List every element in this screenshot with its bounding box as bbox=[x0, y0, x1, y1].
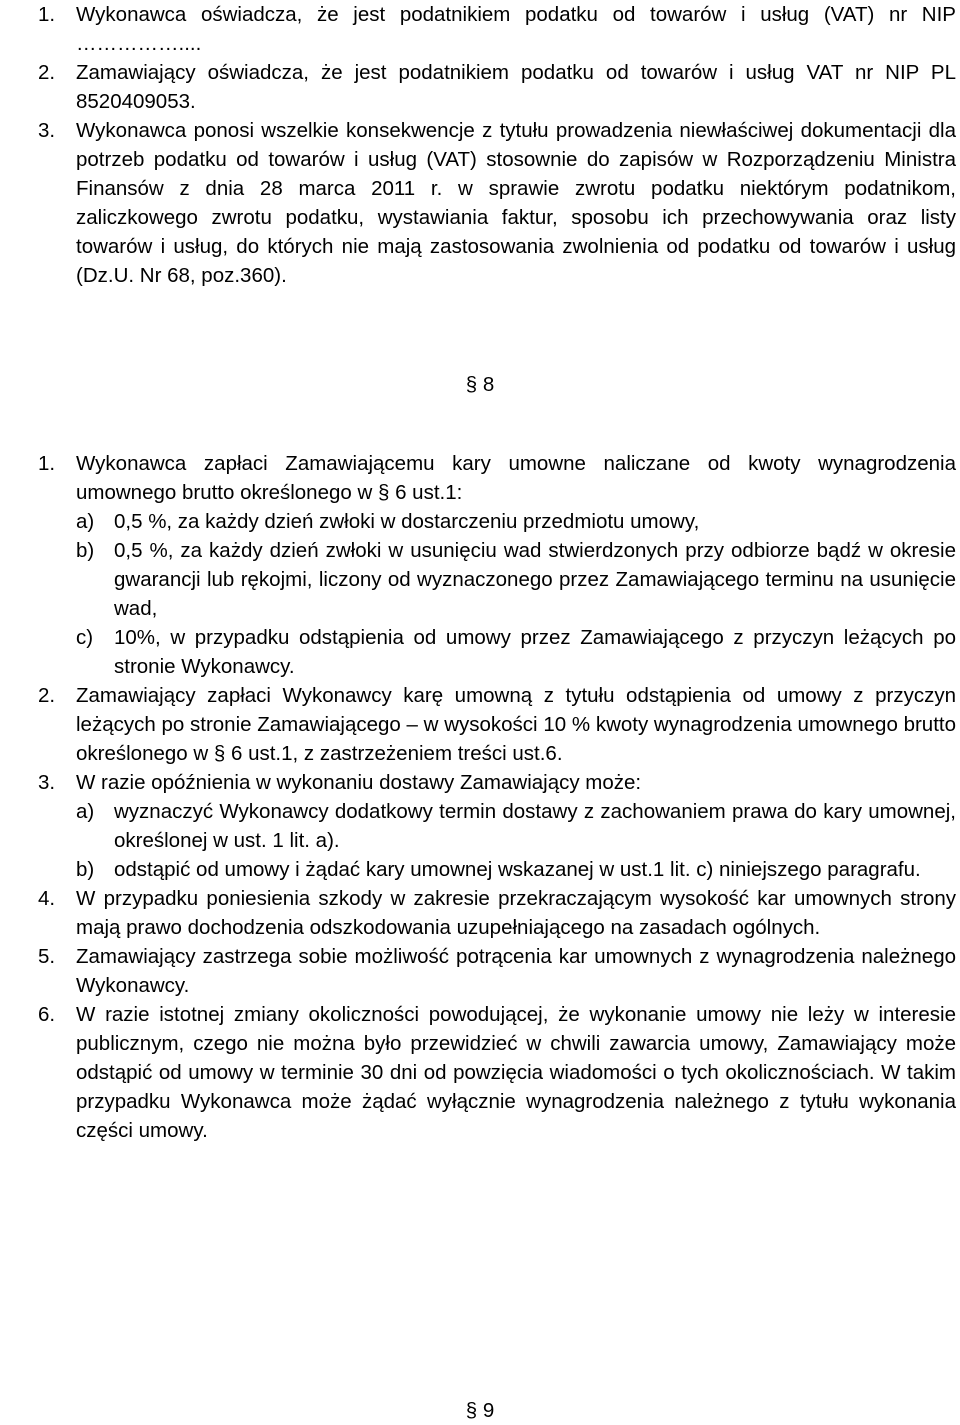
sub-clause-letter: a) bbox=[76, 800, 95, 823]
section-heading-8: § 8 bbox=[465, 373, 495, 396]
clause-item bbox=[38, 884, 956, 942]
clause-text: Zamawiający zastrzega sobie możliwość potrącenia kar umownych z wynagrodzenia należnego Wykonawcy. bbox=[76, 945, 956, 997]
clause-number: 1. bbox=[38, 452, 56, 475]
sub-clause bbox=[76, 623, 956, 681]
sub-clause bbox=[76, 855, 956, 884]
section-heading-9: § 9 bbox=[465, 1399, 495, 1422]
sub-clause-letter: a) bbox=[76, 510, 95, 533]
clause-number: 3. bbox=[38, 771, 56, 794]
sub-clause bbox=[76, 797, 956, 855]
clause-number: 2. bbox=[38, 684, 56, 707]
clause-item bbox=[38, 681, 956, 768]
vat-clauses bbox=[38, 0, 956, 290]
sub-clause-letter: b) bbox=[76, 539, 95, 562]
clause-number: 6. bbox=[38, 1003, 56, 1026]
clause-text: Wykonawca ponosi wszelkie konsekwencje z tytułu prowadzenia niewłaściwej dokumentacji dla potrzeb podatku od towarów i usług (VAT) stosownie do zapisów w Rozporządzeniu Ministra Finansów z dnia 28 marca 2011 r. w sprawie zwrotu podatku niektórym podatnikom, zaliczkowego zwrotu podatku, wystawiania faktur, sposobu ich przechowywania oraz listy towarów i usług, do których nie mają zastosowania zwolnienia od podatku od towarów i usług (Dz.U. Nr 68, poz.360). bbox=[76, 119, 956, 287]
clause-text: W przypadku poniesienia szkody w zakresie przekraczającym wysokość kar umownych strony mają prawo dochodzenia odszkodowania uzupełniającego na zasadach ogólnych. bbox=[76, 887, 956, 939]
sub-clause-letter: b) bbox=[76, 858, 95, 881]
clause-text: W razie istotnej zmiany okoliczności powodującej, że wykonanie umowy nie leży w interesie publicznym, czego nie można było przewidzieć w chwili zawarcia umowy, Zamawiający może odstąpić od umowy w terminie 30 dni od powzięcia wiadomości o tych okolicznościach. W takim przypadku Wykonawca może żądać wyłącznie wynagrodzenia należnego z tytułu wykonania części umowy. bbox=[76, 1003, 956, 1142]
clause-text: Wykonawca oświadcza, że jest podatnikiem podatku od towarów i usług (VAT) nr NIP …………….... bbox=[76, 3, 956, 55]
clause-number: 4. bbox=[38, 887, 56, 910]
clause-item bbox=[38, 942, 956, 1000]
clause-item bbox=[38, 0, 956, 58]
sub-clause-text: 10%, w przypadku odstąpienia od umowy przez Zamawiającego z przyczyn leżących po stronie Wykonawcy. bbox=[114, 626, 956, 678]
clause-number: 3. bbox=[38, 119, 56, 142]
sub-clause bbox=[76, 536, 956, 623]
sub-clause-text: odstąpić od umowy i żądać kary umownej wskazanej w ust.1 lit. c) niniejszego paragrafu. bbox=[114, 858, 921, 881]
clause-item bbox=[38, 116, 956, 290]
sub-clause-text: wyznaczyć Wykonawcy dodatkowy termin dostawy z zachowaniem prawa do kary umownej, określonej w ust. 1 lit. a). bbox=[114, 800, 956, 852]
clause-item bbox=[38, 58, 956, 116]
clause-text: W razie opóźnienia w wykonaniu dostawy Zamawiający może: bbox=[76, 771, 642, 794]
clause-item bbox=[38, 768, 956, 884]
clause-number: 5. bbox=[38, 945, 56, 968]
clause-text: Zamawiający oświadcza, że jest podatnikiem podatku od towarów i usług VAT nr NIP PL 8520409053. bbox=[76, 61, 956, 113]
clause-number: 1. bbox=[38, 3, 56, 26]
clause-text: Zamawiający zapłaci Wykonawcy karę umowną z tytułu odstąpienia od umowy z przyczyn leżących po stronie Zamawiającego – w wysokości 10 % kwoty wynagrodzenia umownego brutto określonego w § 6 ust.1, z zastrzeżeniem treści ust.6. bbox=[76, 684, 956, 765]
clause-item bbox=[38, 1000, 956, 1145]
sub-clause-text: 0,5 %, za każdy dzień zwłoki w dostarczeniu przedmiotu umowy, bbox=[114, 510, 700, 533]
sub-clause-letter: c) bbox=[76, 626, 94, 649]
clause-text: Wykonawca zapłaci Zamawiającemu kary umowne naliczane od kwoty wynagrodzenia umownego brutto określonego w § 6 ust.1: bbox=[76, 452, 956, 504]
penalty-clauses bbox=[38, 449, 956, 1145]
sub-clause bbox=[76, 507, 956, 536]
clause-item bbox=[38, 449, 956, 681]
clause-number: 2. bbox=[38, 61, 56, 84]
sub-clause-text: 0,5 %, za każdy dzień zwłoki w usunięciu wad stwierdzonych przy odbiorze bądź w okresie gwarancji lub rękojmi, liczony od wyznaczonego przez Zamawiającego terminu na usunięcie wad, bbox=[114, 539, 956, 620]
